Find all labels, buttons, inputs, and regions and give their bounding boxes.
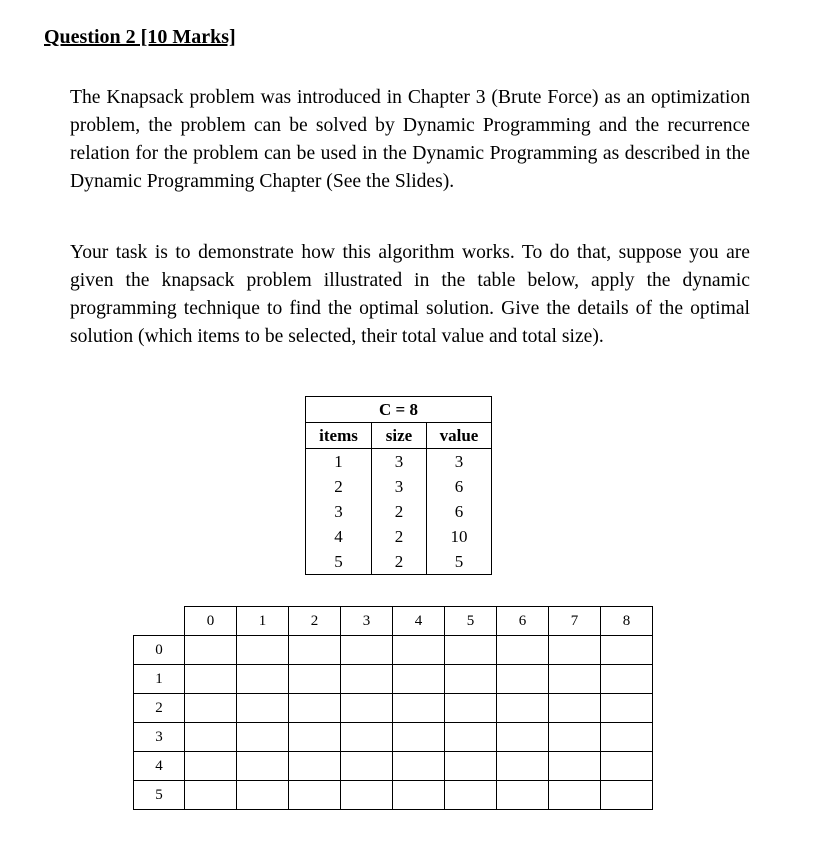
task-paragraph: Your task is to demonstrate how this algorithm works. To do that, suppose you are given the knapsack problem illustrated in the table below, apply the dynamic programming technique to find the optimal solution. Give the details of the optimal solution (which items to be selected, their total value and total size). [70,242,750,347]
grid-cell[interactable] [497,665,549,694]
grid-cell[interactable] [445,665,497,694]
grid-cell[interactable] [445,636,497,665]
dp-grid [133,606,653,810]
grid-cell[interactable] [341,665,393,694]
items-header: items [306,423,372,449]
capacity-column-header: 3 [341,607,393,636]
grid-cell[interactable] [289,636,341,665]
grid-cell[interactable] [237,694,289,723]
item-size-cell: 2 [372,549,427,575]
capacity-column-header: 6 [497,607,549,636]
grid-cell[interactable] [601,723,653,752]
grid-cell[interactable] [289,781,341,810]
grid-row [134,636,653,665]
capacity-column-header: 2 [289,607,341,636]
capacity-column-header: 8 [601,607,653,636]
capacity-column-header: 0 [185,607,237,636]
capacity-column-header: 1 [237,607,289,636]
item-number-cell: 4 [306,524,372,549]
grid-cell[interactable] [185,665,237,694]
grid-cell[interactable] [601,636,653,665]
grid-cell[interactable] [549,694,601,723]
grid-cell[interactable] [289,723,341,752]
item-row-header: 4 [134,752,185,781]
grid-cell[interactable] [393,665,445,694]
size-header: size [372,423,427,449]
grid-cell[interactable] [601,752,653,781]
grid-cell[interactable] [497,781,549,810]
grid-cell[interactable] [341,752,393,781]
grid-cell[interactable] [497,723,549,752]
grid-cell[interactable] [341,636,393,665]
item-row-header: 0 [134,636,185,665]
item-size-cell: 3 [372,449,427,475]
item-size-cell: 2 [372,524,427,549]
grid-cell[interactable] [445,752,497,781]
grid-cell[interactable] [601,694,653,723]
grid-cell[interactable] [549,723,601,752]
grid-cell[interactable] [185,723,237,752]
grid-cell[interactable] [393,723,445,752]
grid-header-row [134,607,653,636]
items-table [305,396,492,575]
item-number-cell: 3 [306,499,372,524]
grid-cell[interactable] [185,694,237,723]
grid-cell[interactable] [237,781,289,810]
item-value-cell: 6 [427,474,492,499]
grid-cell[interactable] [549,665,601,694]
grid-cell[interactable] [497,752,549,781]
grid-cell[interactable] [393,752,445,781]
item-size-cell: 2 [372,499,427,524]
grid-cell[interactable] [341,781,393,810]
question-heading: Question 2 [10 Marks] [44,26,236,48]
item-value-cell: 5 [427,549,492,575]
grid-cell[interactable] [237,752,289,781]
item-row-header: 2 [134,694,185,723]
grid-cell[interactable] [497,636,549,665]
item-value-cell: 10 [427,524,492,549]
grid-cell[interactable] [549,636,601,665]
grid-cell[interactable] [393,781,445,810]
grid-row [134,781,653,810]
item-row [306,524,492,549]
item-row-header: 3 [134,723,185,752]
item-value-cell: 6 [427,499,492,524]
grid-row [134,752,653,781]
item-row-header: 1 [134,665,185,694]
grid-cell[interactable] [185,636,237,665]
grid-cell[interactable] [549,781,601,810]
grid-cell[interactable] [445,781,497,810]
item-row [306,449,492,475]
grid-cell[interactable] [549,752,601,781]
item-row [306,549,492,575]
capacity-column-header: 5 [445,607,497,636]
grid-cell[interactable] [601,665,653,694]
item-size-cell: 3 [372,474,427,499]
item-number-cell: 2 [306,474,372,499]
grid-cell[interactable] [289,694,341,723]
grid-cell[interactable] [601,781,653,810]
grid-cell[interactable] [445,694,497,723]
item-value-cell: 3 [427,449,492,475]
capacity-column-header: 7 [549,607,601,636]
grid-cell[interactable] [237,665,289,694]
value-header: value [427,423,492,449]
grid-cell[interactable] [497,694,549,723]
grid-cell[interactable] [341,694,393,723]
grid-row [134,694,653,723]
item-number-cell: 5 [306,549,372,575]
intro-paragraph: The Knapsack problem was introduced in Chapter 3 (Brute Force) as an optimization problem, the problem can be solved by Dynamic Programming and the recurrence relation for the problem can be used in the Dynamic Programming as described in the Dynamic Programming Chapter (See the Slides). [70,87,750,192]
grid-cell[interactable] [393,694,445,723]
grid-row [134,665,653,694]
capacity-caption: C = 8 [306,397,492,423]
grid-cell[interactable] [445,723,497,752]
grid-row [134,723,653,752]
grid-cell[interactable] [289,752,341,781]
item-row-header: 5 [134,781,185,810]
grid-corner [134,607,185,636]
grid-cell[interactable] [393,636,445,665]
item-row [306,499,492,524]
grid-cell[interactable] [185,752,237,781]
grid-cell[interactable] [341,723,393,752]
grid-cell[interactable] [185,781,237,810]
grid-cell[interactable] [289,665,341,694]
grid-cell[interactable] [237,636,289,665]
capacity-column-header: 4 [393,607,445,636]
item-row [306,474,492,499]
item-number-cell: 1 [306,449,372,475]
grid-cell[interactable] [237,723,289,752]
